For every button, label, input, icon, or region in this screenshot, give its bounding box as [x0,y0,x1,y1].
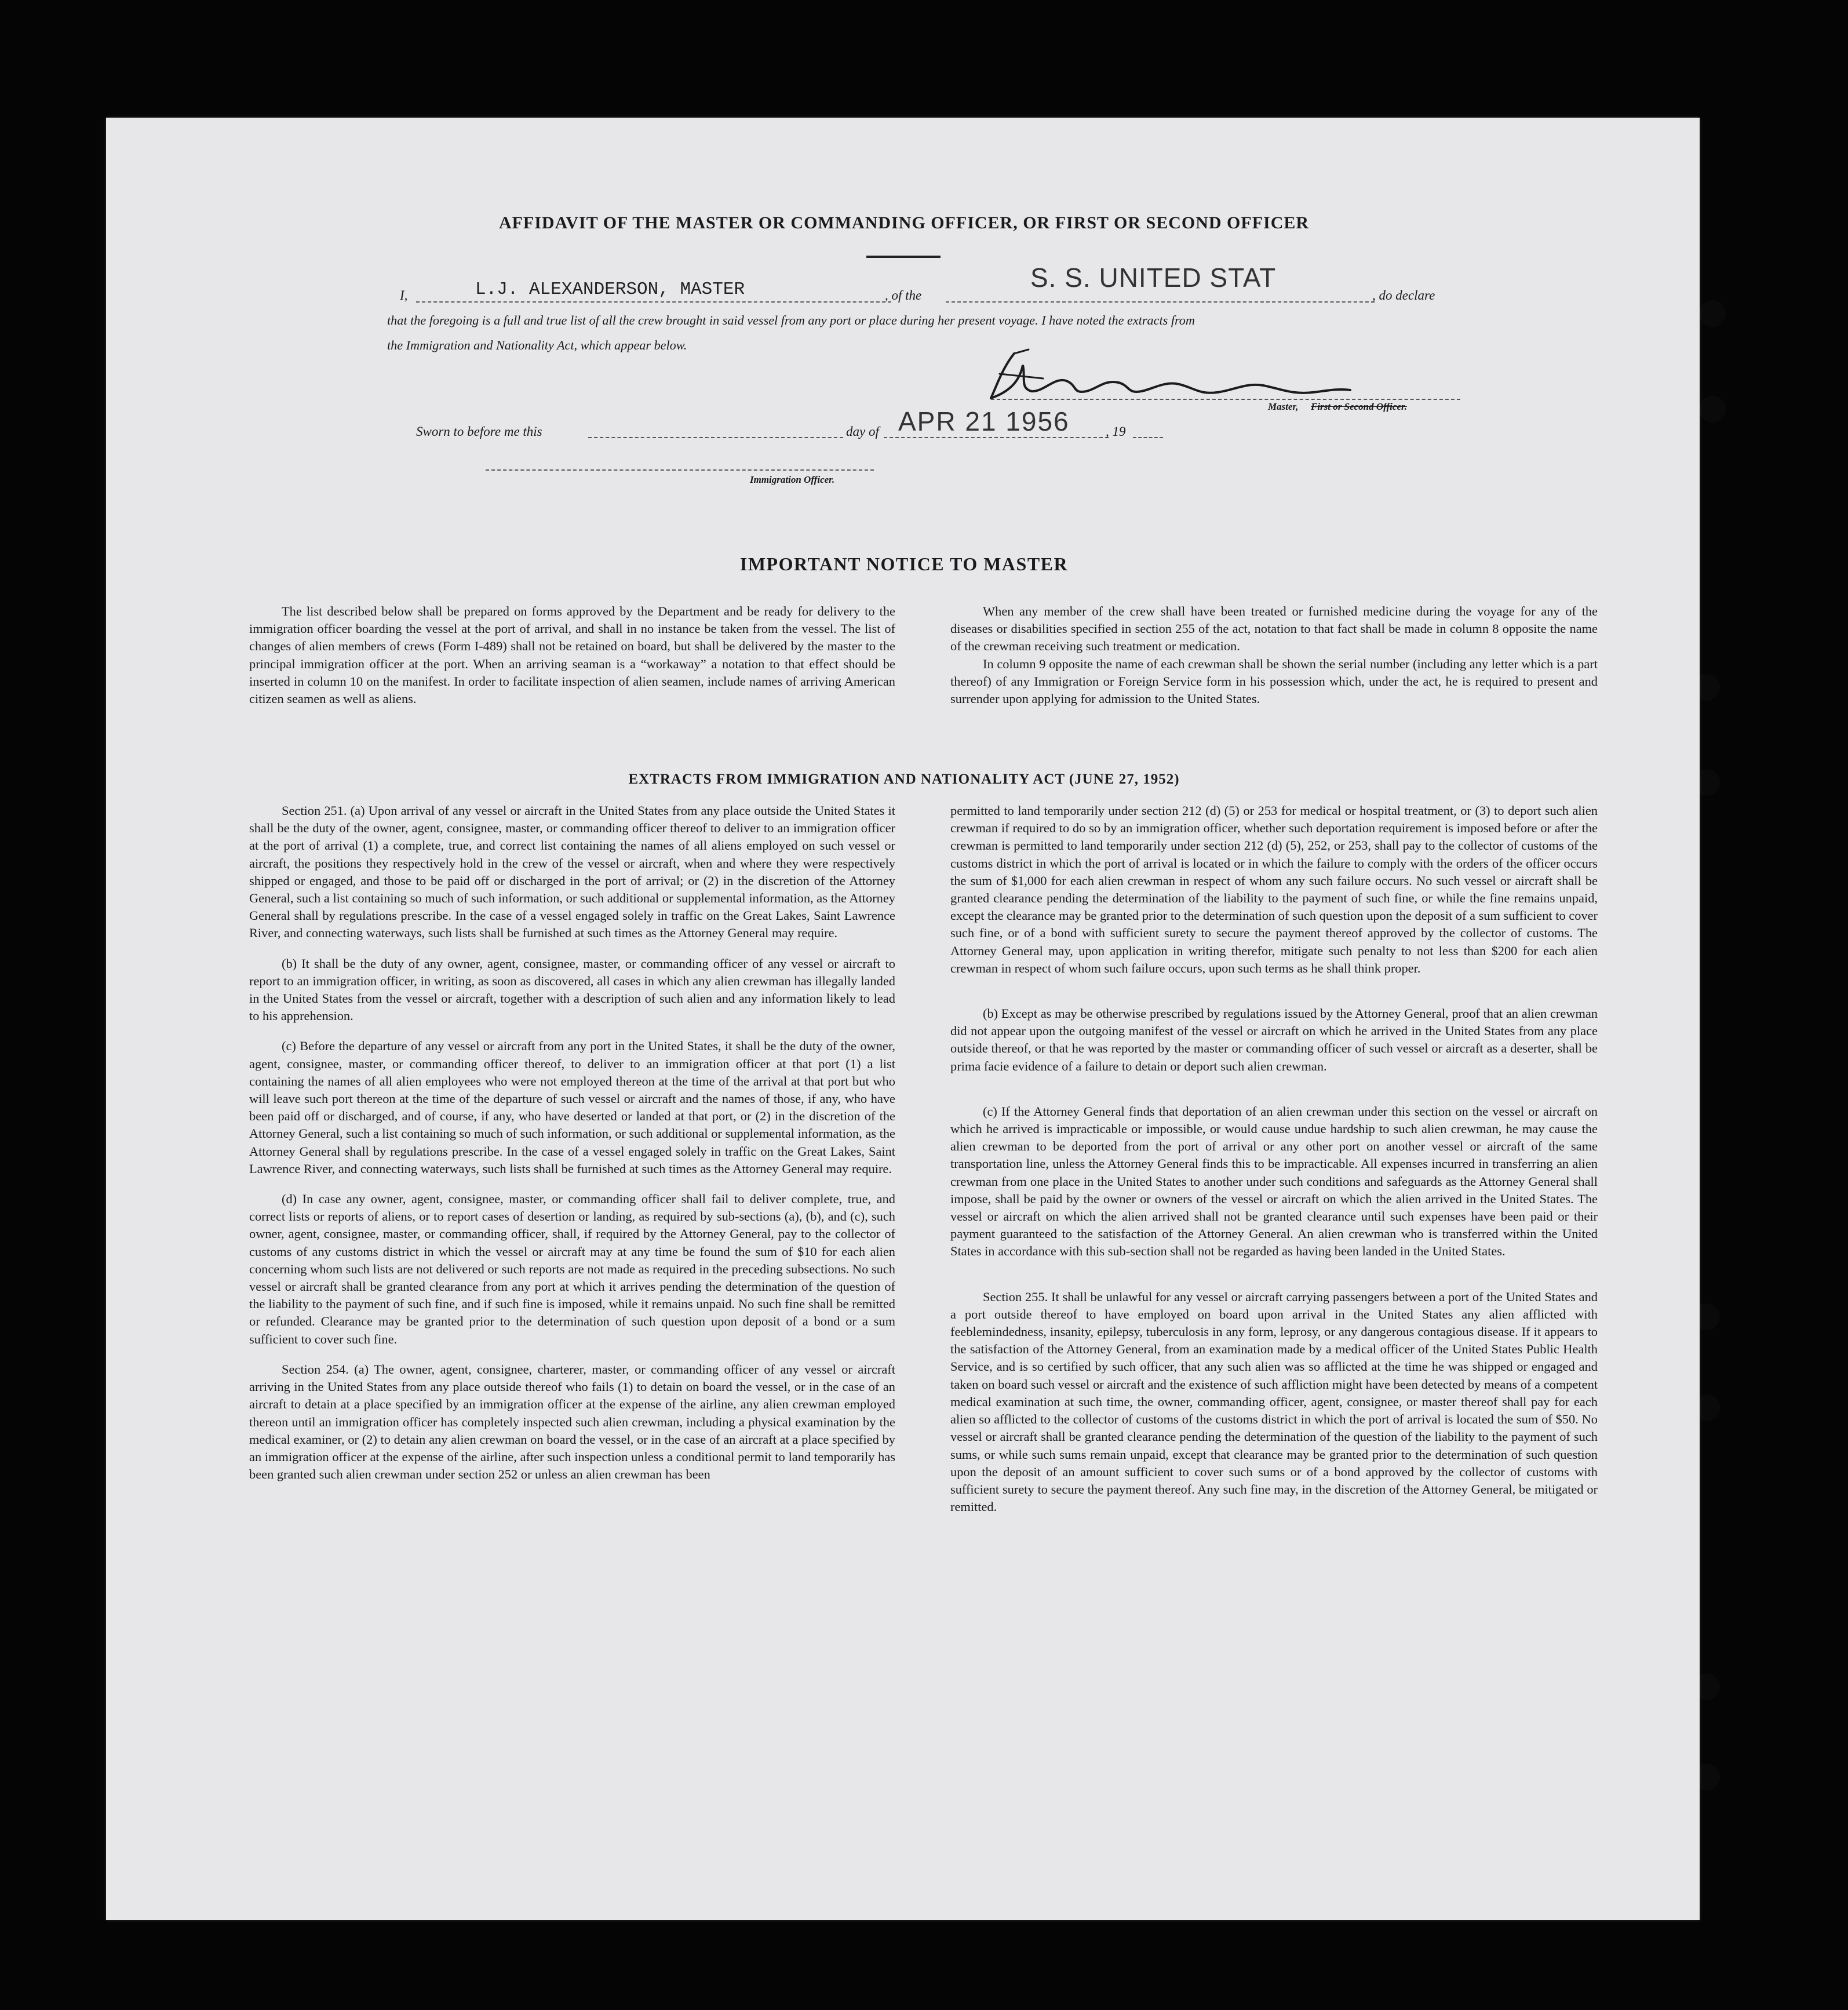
section-254-c: (c) If the Attorney General finds that deportation of an alien crewman under this section on the vessel or aircraft on which he arrived is impracticable or impossible, or would cause undue hardship to such alien crewman, he may cause the alien crewman to be deported from the port of arrival or any other port on another vessel or aircraft of the same transportation line, unless the Attorney General finds this to be impracticable. All expenses incurred in transferring an alien crewman from one place in the United States to another under such conditions and safeguards as the Attorney General shall impose, shall be paid by the owner or owners of the vessel or aircraft on which the alien arrived in the United States. The vessel or aircraft on which the alien arrived shall not be granted clearance until such expenses have been paid or their payment guaranteed to the satisfaction of the Attorney General. An alien crewman who is transferred within the United States in accordance with this sub-section shall not be regarded as having been landed in the United States. [950,1104,1598,1259]
signature-caption-master: Master, [1268,401,1299,412]
section-251-d: (d) In case any owner, agent, consignee, master, or commanding officer shall fail to deliver complete, true, and correct lists or reports of aliens, or to report cases of desertion or landing, as required by sub-sections (a), (b), and (c), such owner, agent, consignee, master, or commanding officer, shall, if required by the Attorney General, pay to the collector of customs of any customs district in which the vessel or aircraft may at any time be found the sum of $10 for each alien concerning whom such lists are not delivered or such reports are not made as required in the preceding subsections. No such vessel or aircraft shall be granted clearance from any port at which it arrives pending the determination of the question of the liability to the payment of such fine, and if such fine is imposed, while it remains unpaid. No such fine shall be remitted or refunded. Clearance may be granted prior to the determination of such question upon deposit of a bond or a sum sufficient to cover such fine. [249,1192,895,1346]
section-251-a: Section 251. (a) Upon arrival of any vessel or aircraft in the United States from any place outside the United States it shall be the duty of the owner, agent, consignee, master, or commanding officer thereof to deliver to an immigration officer at the port of arrival (1) a complete, true, and correct list containing the names of all aliens employed on such vessel or aircraft, the positions they respectively hold in the crew of the vessel or aircraft, when and where they were respectively shipped or engaged, and those to be paid off or discharged in the port of arrival; or (2) in the discretion of the Attorney General, such a list containing so much of such information, or such additional or supplemental information, as the Attorney General shall by regulations prescribe. In the case of a vessel engaged solely in traffic on the Great Lakes, Saint Lawrence River, and connecting waterways, such lists shall be furnished at such times as the Attorney General may require. [249,803,895,941]
section-255: Section 255. It shall be unlawful for any vessel or aircraft carrying passengers between a port of the United States and a port outside thereof to have employed on board upon arrival in the United States any alien afflicted with feeblemindedness, insanity, epilepsy, tuberculosis in any form, leprosy, or any dangerous contagious disease. If it appears to the satisfaction of the Attorney General, from an examination made by a medical officer of the United States Public Health Service, and is so certified by such officer, that any such alien was so afflicted at the time he was shipped or engaged and taken on board such vessel or aircraft and the existence of such affliction might have been detected by means of a competent medical examination at such time, the owner, commanding officer, agent, consignee, or master thereof shall pay for each alien so afflicted to the collector of customs of the customs district in which the port of arrival is located the sum of $50. No vessel or aircraft shall be granted clearance pending the determination of the question of the liability to the payment of such sums, or while such sums remain unpaid, except that clearance may be granted prior to the determination of such question upon the deposit of an amount sufficient to cover such sums or of a bond approved by the collector of customs with sufficient surety to secure the payment thereof. Any such fine may, in the discretion of the Attorney General, be mitigated or remitted. [950,1289,1598,1514]
year-line [1133,437,1163,438]
declaration-line-2: the Immigration and Nationality Act, which appear below. [387,338,687,352]
section-251-c: (c) Before the departure of any vessel or aircraft from any port in the United States, it shall be the duty of the owner, agent, consignee, master, or commanding officer thereof, to deliver to an immigration officer at that port (1) a list containing the names of all alien employees who were not employed thereon at the time of the arrival at that port but who will leave such port thereon at the time of the departure of such vessel or aircraft and the names of those, if any, who have been paid off or discharged, and of course, if any, who have deserted or landed at that port, or (2) in the discretion of the Attorney General, such a list containing so much of such information, or such additional or supplemental information, as the Attorney General shall by regulations prescribe. In the case of a vessel engaged solely in traffic on the Great Lakes, Saint Lawrence River, and connecting waterways, such lists shall be furnished at such times as the Attorney General may require. [249,1039,895,1176]
title-rule [866,256,941,258]
do-declare-label: , do declare [1372,288,1435,303]
notice-title: IMPORTANT NOTICE TO MASTER [739,554,1069,574]
declaration-line-1: that the foregoing is a full and true list of all the crew brought in said vessel from any port or place during her present voyage. I have noted the extracts from [387,313,1195,327]
day-of-label: day of [846,424,879,439]
punch-hole [1699,300,1726,327]
section-254-a-continued: permitted to land temporarily under section 212 (d) (5) or 253 for medical or hospital treatment, or (3) to deport such alien crewman if required to do so by an immigration officer, whether such deportation requirement is imposed before or after the crewman is permitted to land temporarily under section 212 (d) (5), 252, or 253, shall pay to the collector of customs of the customs district in which the port of arrival is located or in which the failure to comply with the orders of the officer occurs the sum of $1,000 for each alien crewman in respect of whom any such failure occurs. No such vessel or aircraft shall be granted clearance pending the determination of the liability to the payment of such fine, or while the fine remains unpaid, except the clearance may be granted prior to the determination of such question upon the deposit of a sum sufficient to cover such fine, or of a bond with sufficient surety to secure the payment thereof approved by the collector of customs. The Attorney General may, upon application in writing therefor, mitigate such penalty to not less than $200 for each alien crewman in respect of whom such failure occurs, upon such terms as he shall think proper. [950,803,1598,975]
affidavit-title: AFFIDAVIT OF THE MASTER OR COMMANDING OFFICER, OR FIRST OR SECOND OFFICER [498,213,1310,232]
of-the-label: , of the [885,288,922,303]
sworn-day-line [588,437,843,438]
date-line [884,437,1109,438]
date-stamp: APR 21 1956 [898,406,1070,436]
notice-right-paragraph-2: In column 9 opposite the name of each crewman shall be shown the serial number (including any letter which is a part thereof) of any Immigration or Foreign Service form in his possession which, under the act, he is required to present and surrender upon applying for admission to the United States. [950,656,1598,707]
master-name: L.J. ALEXANDERSON, MASTER [475,279,745,300]
section-254-a: Section 254. (a) The owner, agent, consignee, charterer, master, or commanding officer of any vessel or aircraft arriving in the United States from any place outside thereof who fails (1) to detain on board the vessel, or in the case of an aircraft to detain at a place specified by an immigration officer at the expense of the airline, any alien crewman employed thereon until an immigration officer has completely inspected such alien crewman, including a physical examination by the medical examiner, or (2) to detain any alien crewman on board the vessel, or in the case of an aircraft at a place specified by an immigration officer at the expense of the airline, after such inspection unless a conditional permit to land temporarily has been granted such alien crewman under section 252 or unless an alien crewman has been [249,1361,895,1482]
extracts-title: EXTRACTS FROM IMMIGRATION AND NATIONALITY ACT (JUNE 27, 1952) [628,771,1180,787]
immigration-officer-label: Immigration Officer. [750,474,835,485]
sworn-label: Sworn to before me this [416,424,542,439]
master-name-line [416,301,891,303]
vessel-name: S. S. UNITED STAT [1030,263,1277,293]
signature-line [991,399,1460,400]
extracts-left-column [249,802,895,1496]
notice-left-paragraph: The list described below shall be prepared on forms approved by the Department and be ready for delivery to the immigration officer boarding the vessel at the port of arrival, and shall in no instance be taken from the vessel. The list of changes of alien members of crews (Form I-489) shall not be retained on board, but shall be delivered by the master to the principal immigration officer at the port. When an arriving seaman is a “workaway” a notation to that effect should be inserted in column 10 on the manifest. In order to facilitate inspection of alien seamen, include names of arriving American citizen seamen as well as aliens. [249,604,895,707]
section-251-b: (b) It shall be the duty of any owner, agent, consignee, master, or commanding officer of any vessel or aircraft to report to an immigration officer, in writing, as soon as discovered, all cases in which any alien crewman has illegally landed in the United States from the vessel or aircraft, together with a description of such alien and any information likely to lead to his apprehension. [249,956,895,1024]
signature-caption-struck: First or Second Officer. [1311,401,1407,412]
notice-right-paragraph-1: When any member of the crew shall have been treated or furnished medicine during the voyage for any of the diseases or disabilities specified in section 255 of the act, notation to that fact shall be made in column 8 opposite the name of the crewman receiving such treatment or medication. [950,604,1598,654]
extracts-right-column [950,802,1598,1528]
year-prefix: , 19 [1106,424,1126,439]
notice-left-column [249,603,895,720]
punch-hole [1699,396,1726,423]
immigration-officer-line [486,469,874,471]
notice-right-column [950,603,1598,720]
section-254-b: (b) Except as may be otherwise prescribed by regulations issued by the Attorney General, proof that an alien crewman did not appear upon the outgoing manifest of the vessel or aircraft on which he arrived in the United States from any place outside thereof, or that he was reported by the master or commanding officer of such vessel or aircraft as a deserter, shall be prima facie evidence of a failure to detain or deport such alien crewman. [950,1006,1598,1073]
vessel-name-line [946,301,1375,303]
i-label: I, [400,288,408,303]
